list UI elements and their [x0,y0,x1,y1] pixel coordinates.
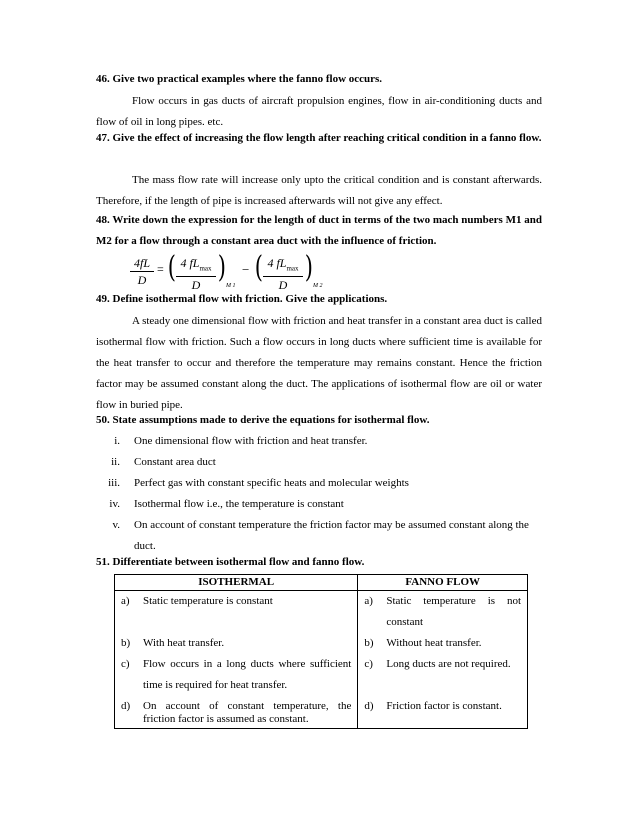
question-48: 48. Write down the expression for the length of duct in terms of the two mach numbers M1 and M2 for a flow through a constant area duct with the influence of friction. [96,214,542,247]
table-cell: b) Without heat transfer. [364,637,482,649]
comparison-table [114,574,528,729]
question-51: 51. Differentiate between isothermal flow and fanno flow. [96,556,365,568]
list-item: i. One dimensional flow with friction and heat transfer. [114,435,368,447]
table-row [115,591,528,634]
duct-length-formula: 4fL D = ( 4 $fL_{max}$ D ) M 1 − ( 4 $fL_{max}$ D ) M 2 [130,252,330,298]
lhs-fraction: 4fL D [130,256,154,287]
table-cell: c) Flow occurs in a long ducts where sufficient time is required for heat transfer. [121,658,352,691]
minus-sign: − [242,262,250,277]
header-isothermal: ISOTHERMAL [115,575,358,591]
table-row [115,696,528,729]
question-46: 46. Give two practical examples where the fanno flow occurs. [96,73,383,85]
m2-subscript: M 2 [313,283,323,289]
header-fanno-flow: FANNO FLOW [358,575,528,591]
question-50: 50. State assumptions made to derive the equations for isothermal flow. [96,414,430,426]
table-cell: a) Static temperature is not constant [364,595,521,628]
table-header-row [115,575,528,591]
list-item: ii. Constant area duct [111,456,216,468]
equals-sign: = [157,262,164,276]
list-item: iv. Isothermal flow i.e., the temperature is constant [109,498,344,510]
answer-49: A steady one dimensional flow with friction and heat transfer in a constant area duct is called isothermal flow with friction. Such a flow occurs in long ducts where sufficient time is available for the heat transfer to occur and therefore the temperature may remains constant. Hence the friction factor may be assumed constant along the duct. The applications of isothermal flow are oil or water flow in buried pipe. [96,315,542,411]
table-cell: d) On account of constant temperature, the friction factor is assumed as constant. [121,700,352,725]
list-item: v. On account of constant temperature the friction factor may be assumed constant along the duct. [112,519,529,552]
table-cell: b) With heat transfer. [121,637,225,649]
question-47: 47. Give the effect of increasing the flow length after reaching critical condition in a fanno flow. [96,132,542,144]
table-cell: c) Long ducts are not required. [364,658,511,670]
answer-46: Flow occurs in gas ducts of aircraft propulsion engines, flow in air-conditioning ducts and flow of oil in long pipes. etc. [96,95,542,128]
table-cell: a) Static temperature is constant [121,595,273,607]
answer-47: The mass flow rate will increase only upto the critical condition and is constant afterwards. Therefore, if the length of pipe is increased afterwards will not give any effect. [96,174,542,207]
question-49: 49. Define isothermal flow with friction. Give the applications. [96,293,388,305]
assumptions-list [96,431,546,557]
term2-fraction: 4 $fL_{max}$ D [263,256,303,292]
table-cell: d) Friction factor is constant. [364,700,502,712]
m1-subscript: M 1 [226,283,236,289]
list-item: iii. Perfect gas with constant specific heats and molecular weights [108,477,409,489]
term1-fraction: 4 $fL_{max}$ D [176,256,216,292]
table-row [115,633,528,654]
table-row [115,654,528,696]
